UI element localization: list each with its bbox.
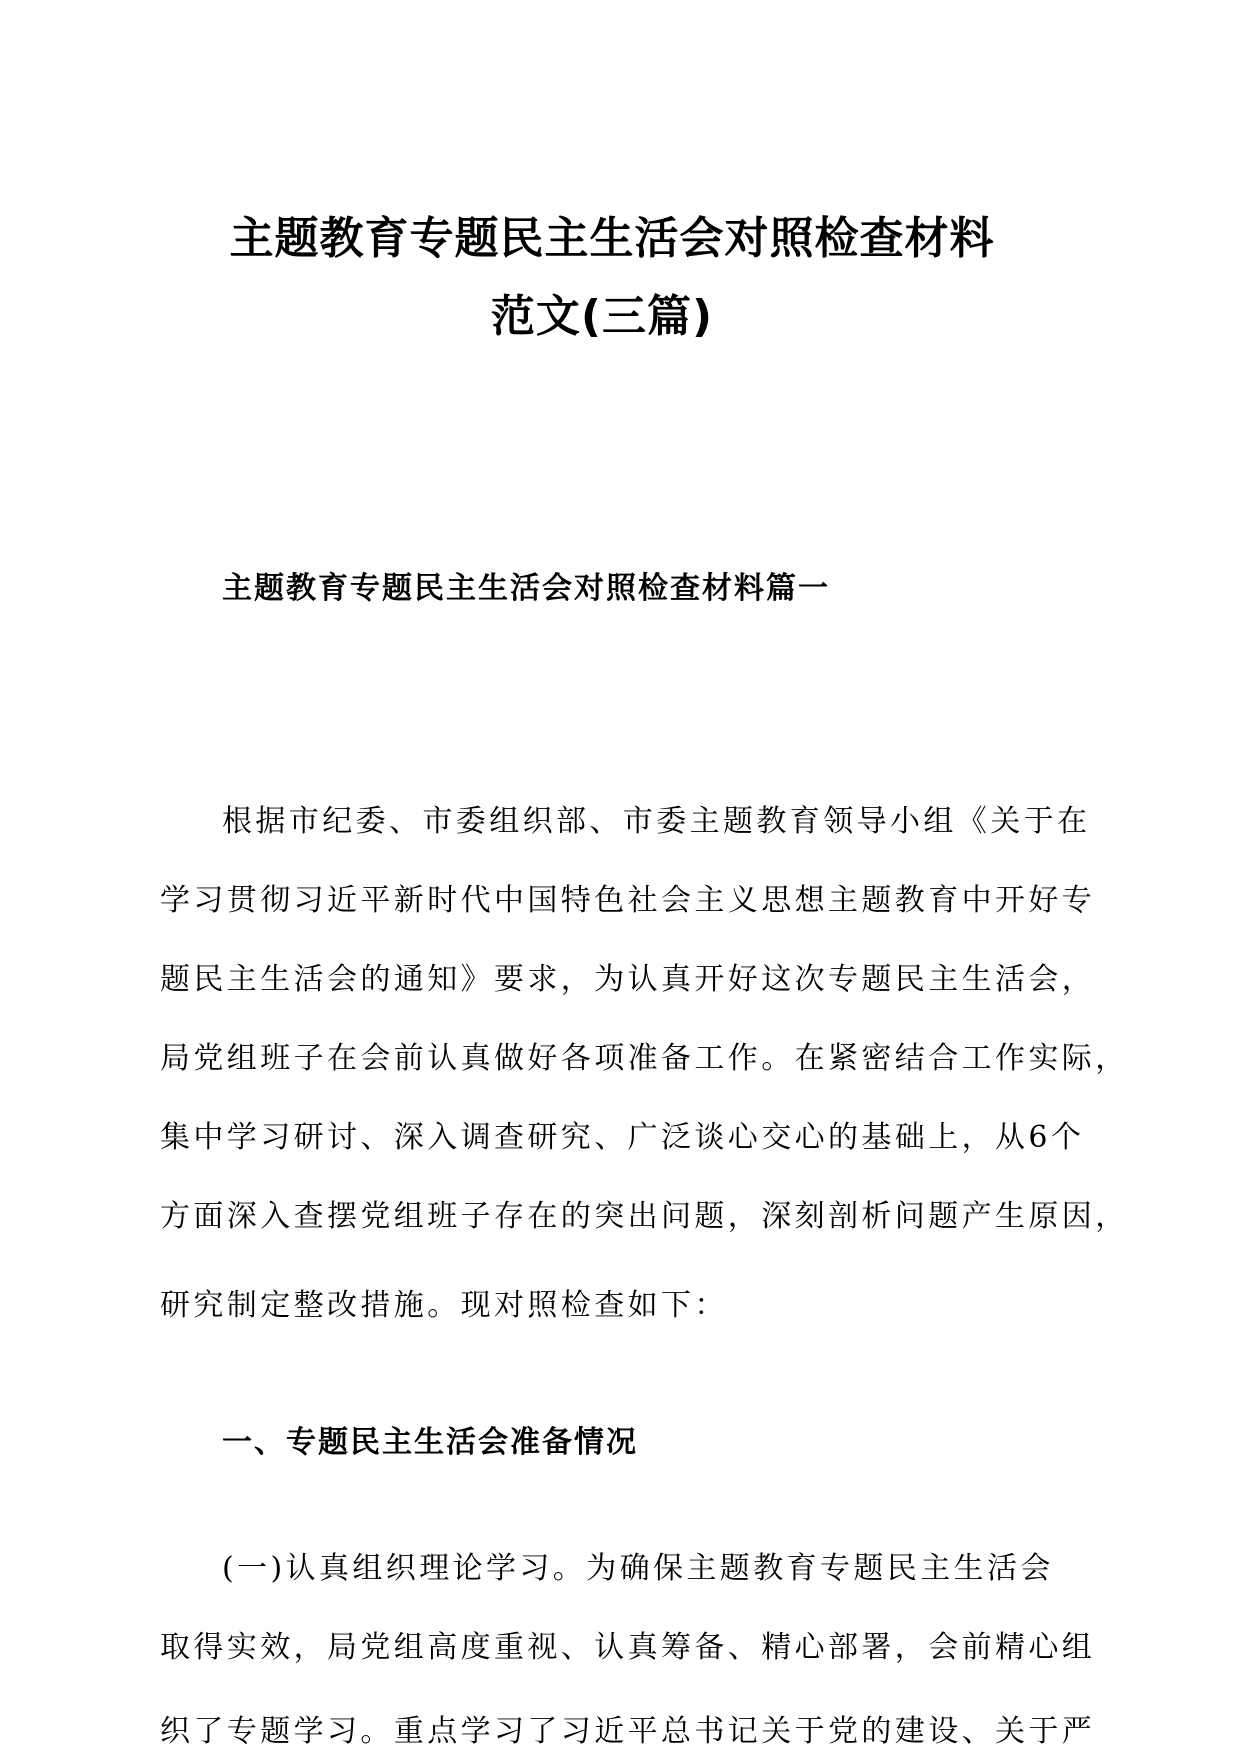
document-title-line-2: 范文(三篇)	[490, 291, 714, 342]
intro-line-3: 题民主生活会的通知》要求，为认真开好这次专题民主生活会，	[160, 962, 1096, 997]
heading-preparation: 一、专题民主生活会准备情况	[222, 1425, 638, 1460]
section1-line-3: 织了专题学习。重点学习了习近平总书记关于党的建设、关于严	[160, 1714, 1096, 1749]
section1-line-1: (一)认真组织理论学习。为确保主题教育专题民主生活会	[222, 1551, 1054, 1586]
document-title-line-1: 主题教育专题民主生活会对照检查材料	[229, 213, 995, 264]
intro-line-1: 根据市纪委、市委组织部、市委主题教育领导小组《关于在	[222, 804, 1091, 839]
intro-line-2: 学习贯彻习近平新时代中国特色社会主义思想主题教育中开好专	[160, 883, 1096, 918]
part-title: 主题教育专题民主生活会对照检查材料篇一	[222, 571, 830, 606]
intro-line-7: 研究制定整改措施。现对照检查如下：	[160, 1288, 728, 1323]
intro-line-4: 局党组班子在会前认真做好各项准备工作。在紧密结合工作实际，	[160, 1041, 1129, 1076]
intro-line-5: 集中学习研讨、深入调查研究、广泛谈心交心的基础上，从6个	[160, 1120, 1085, 1155]
intro-line-6: 方面深入查摆党组班子存在的突出问题，深刻剖析问题产生原因，	[160, 1199, 1129, 1234]
section1-line-2: 取得实效，局党组高度重视、认真筹备、精心部署，会前精心组	[160, 1630, 1096, 1665]
